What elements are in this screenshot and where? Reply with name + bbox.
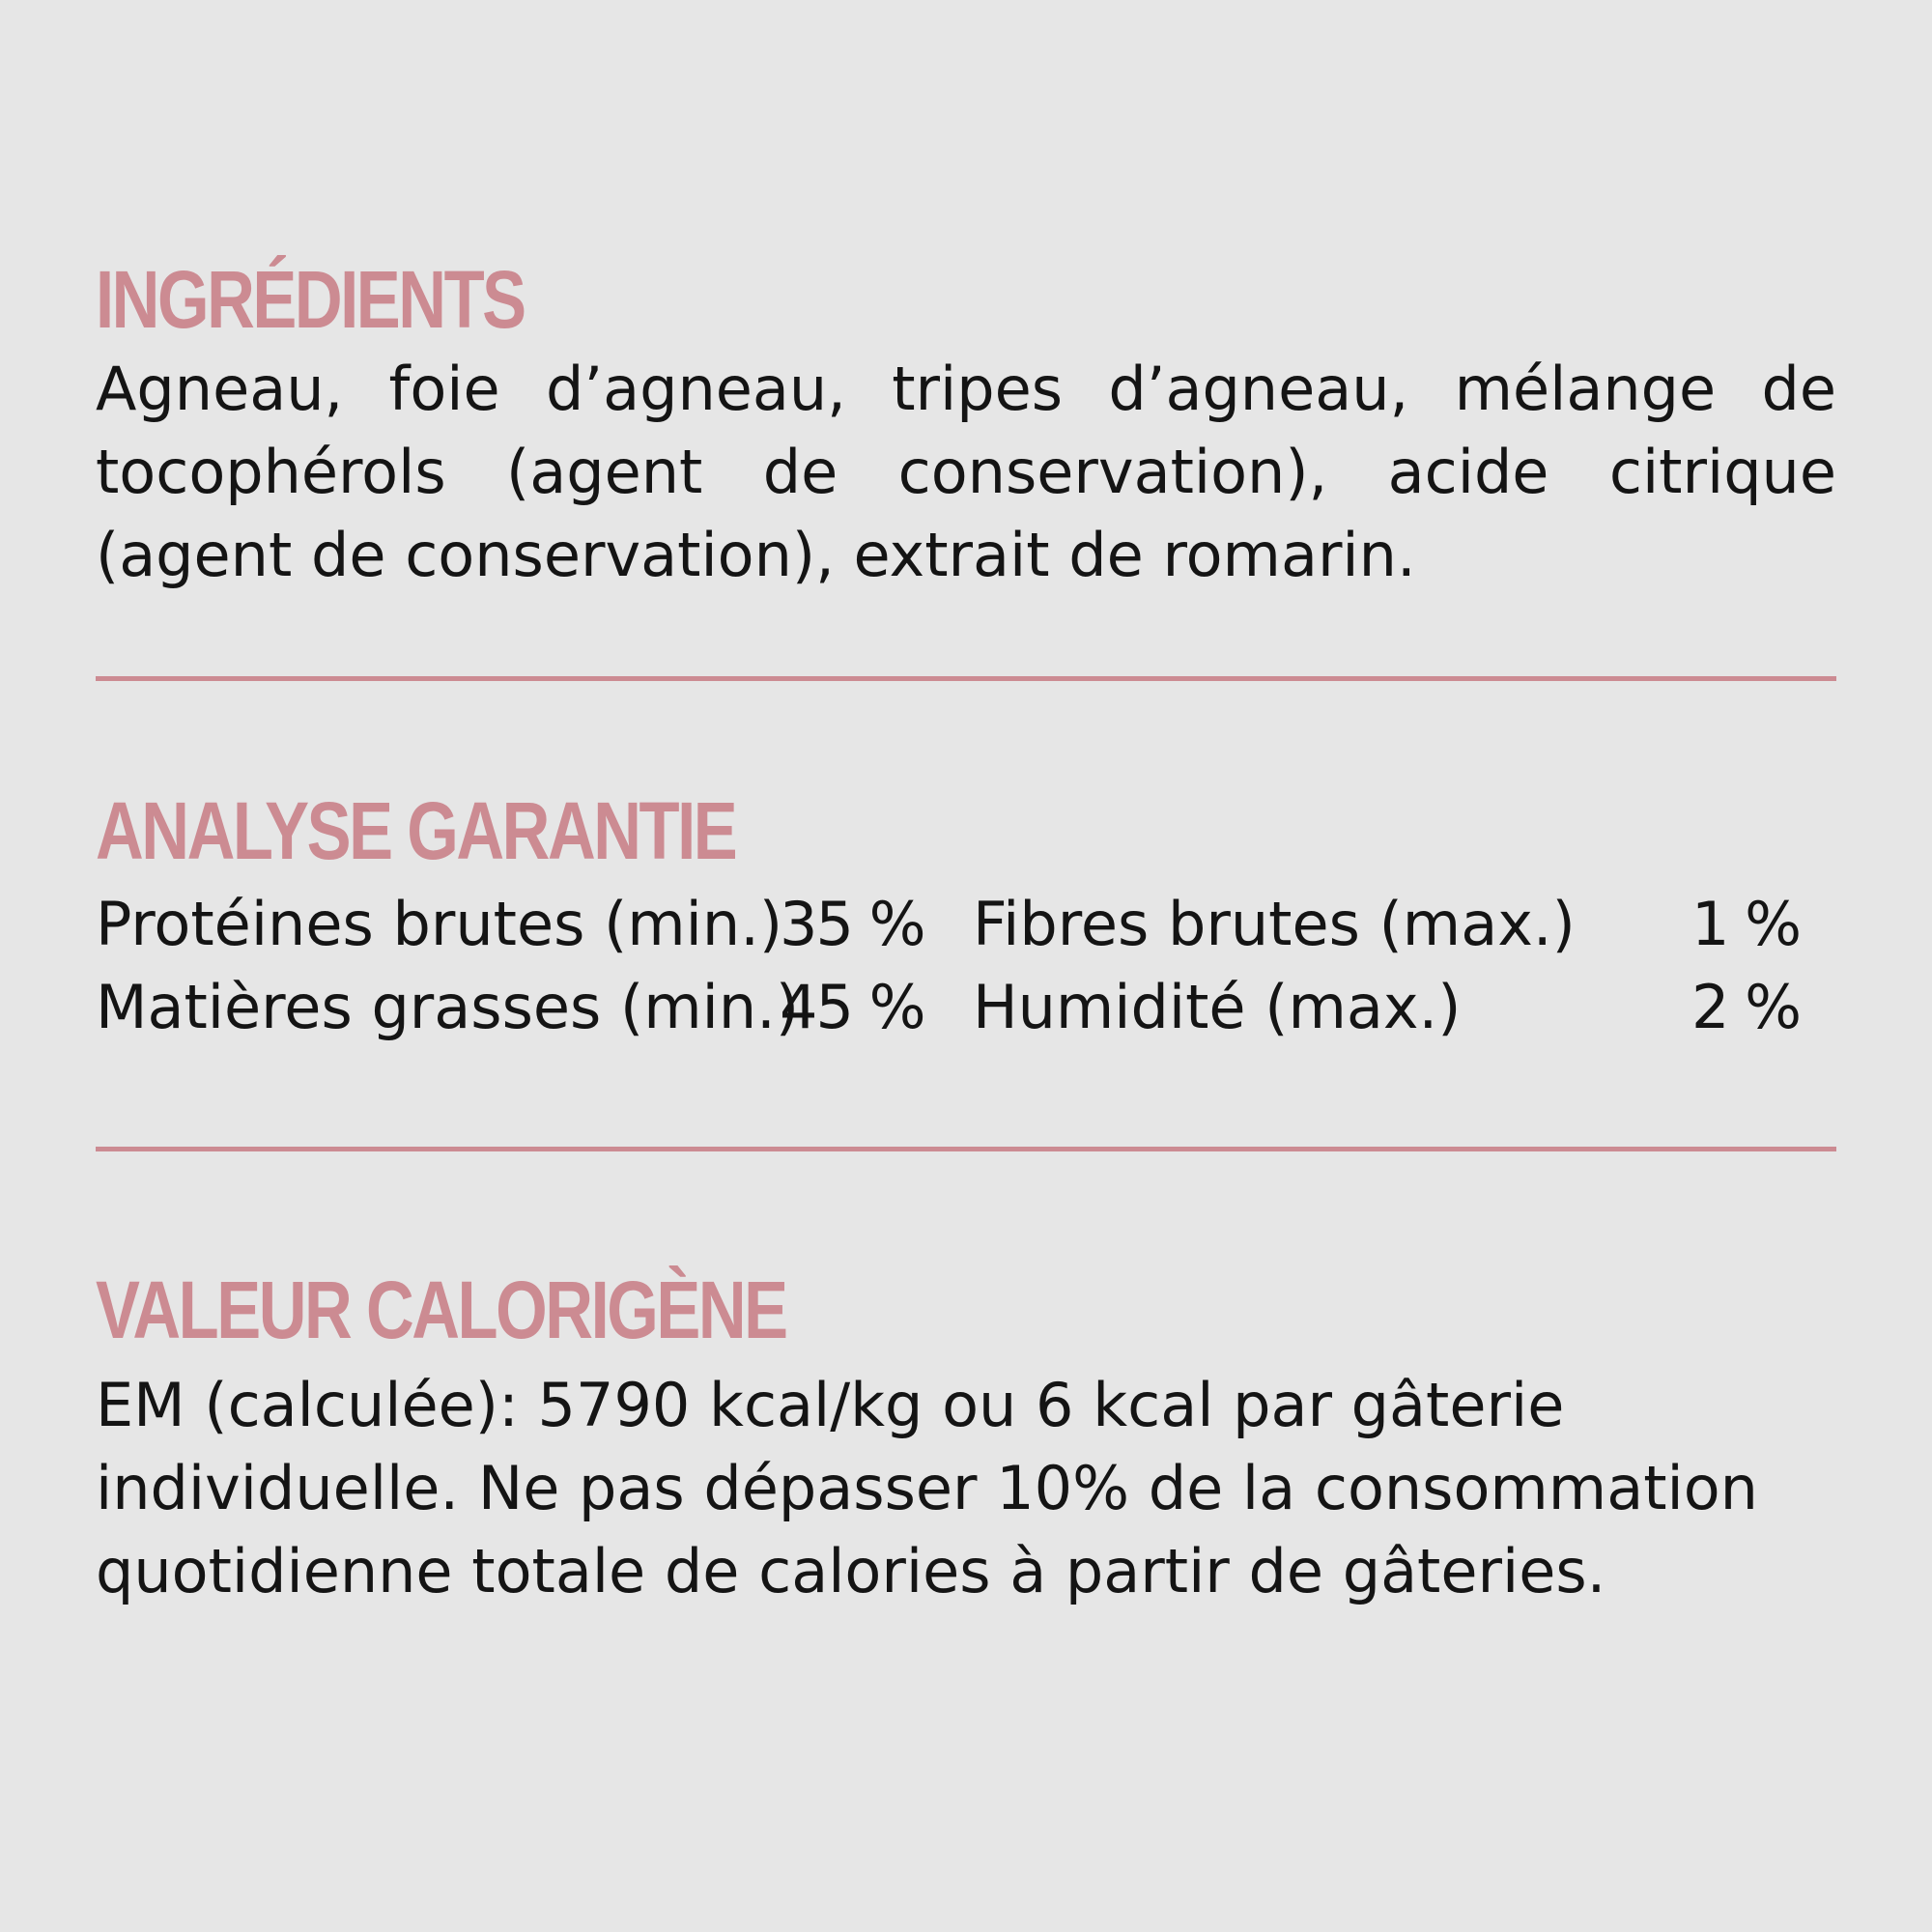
analysis-label: Protéines brutes (min.) <box>96 889 783 959</box>
section-divider <box>96 676 1836 681</box>
analysis-value: 35 % <box>780 889 924 959</box>
energy-heading: VALEUR CALORIGÈNE <box>96 1264 786 1355</box>
analysis-value: 1 % <box>1691 889 1801 959</box>
analysis-heading: ANALYSE GARANTIE <box>96 785 736 876</box>
analysis-label: Humidité (max.) <box>973 972 1462 1042</box>
section-divider <box>96 1147 1836 1151</box>
analysis-value: 2 % <box>1691 972 1801 1042</box>
ingredients-text: Agneau, foie d’agneau, tripes d’agneau, mélange de tocophérols (agent de conservation), acide citrique (agent de conservation), extrait de romarin. <box>96 354 1836 590</box>
energy-text: EM (calculée): 5790 kcal/kg ou 6 kcal par gâterie individuelle. Ne pas dépasser 10% de la consommation quotidienne totale de calories à partir de gâteries. <box>96 1370 1758 1606</box>
analysis-value: 45 % <box>780 972 924 1042</box>
analysis-label: Matières grasses (min.) <box>96 972 800 1042</box>
analysis-label: Fibres brutes (max.) <box>973 889 1576 959</box>
ingredients-heading: INGRÉDIENTS <box>96 254 525 345</box>
